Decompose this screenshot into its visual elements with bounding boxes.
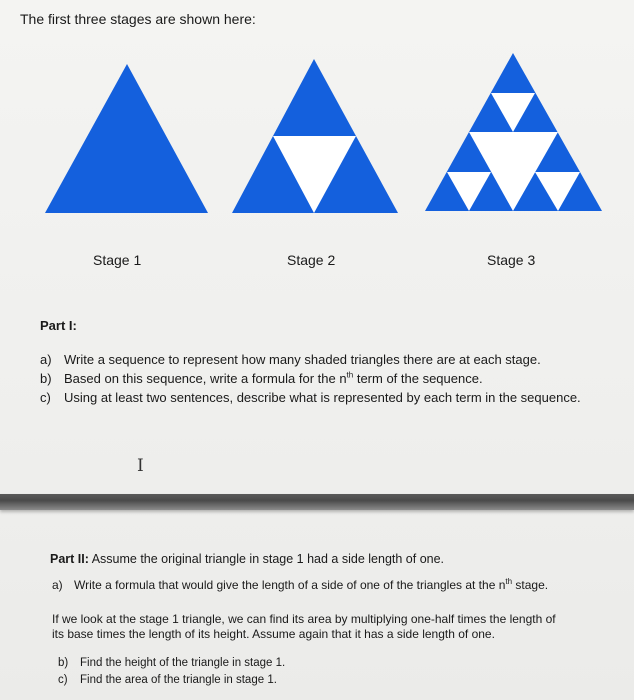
question-letter: c)	[40, 390, 51, 405]
part-2-paragraph-line-1: If we look at the stage 1 triangle, we can find its area by multiplying one-half times the length of	[52, 612, 556, 626]
part-1-questions	[40, 350, 581, 407]
part-1-question-a	[40, 350, 581, 369]
part-2-header	[50, 552, 444, 567]
stage-2-label: Stage 2	[287, 252, 336, 268]
section-divider	[0, 494, 634, 510]
part-2-question-c: c) Find the area of the triangle in stage 1.	[58, 674, 277, 686]
part-1-question-c	[40, 388, 581, 407]
stage-3-triangle	[425, 53, 602, 211]
intro-text: The first three stages are shown here:	[20, 11, 256, 27]
part-1-title: Part I:	[40, 318, 77, 333]
part-2-title: Part II:	[50, 552, 89, 566]
question-text: Using at least two sentences, describe what is represented by each term in the sequence.	[64, 390, 581, 405]
stage-1-label: Stage 1	[93, 252, 142, 268]
part-2-question-b: b) Find the height of the triangle in stage 1.	[58, 657, 286, 669]
question-text: Write a sequence to represent how many shaded triangles there are at each stage.	[64, 352, 541, 367]
part-2-question-a: a) Write a formula that would give the length of a side of one of the triangles at the $n^{th}$ stage.	[52, 577, 549, 592]
question-letter: b)	[40, 371, 52, 386]
question-letter: a)	[40, 352, 52, 367]
part-1-question-b	[40, 369, 581, 388]
stage-3-label: Stage 3	[487, 252, 536, 268]
stage-2-triangle	[232, 59, 398, 213]
text-cursor-icon: I	[137, 456, 144, 476]
sierpinski-figure	[0, 0, 634, 250]
part-2-intro: Assume the original triangle in stage 1 had a side length of one.	[91, 552, 445, 566]
stage-1-outer	[45, 64, 208, 213]
part-2-paragraph-line-2: its base times the length of its height. Assume again that it has a side length of one.	[52, 627, 495, 641]
stage-1-triangle	[45, 64, 208, 213]
question-text: Based on this sequence, write a formula for the $n^{th}$ term of the sequence.	[64, 370, 483, 386]
